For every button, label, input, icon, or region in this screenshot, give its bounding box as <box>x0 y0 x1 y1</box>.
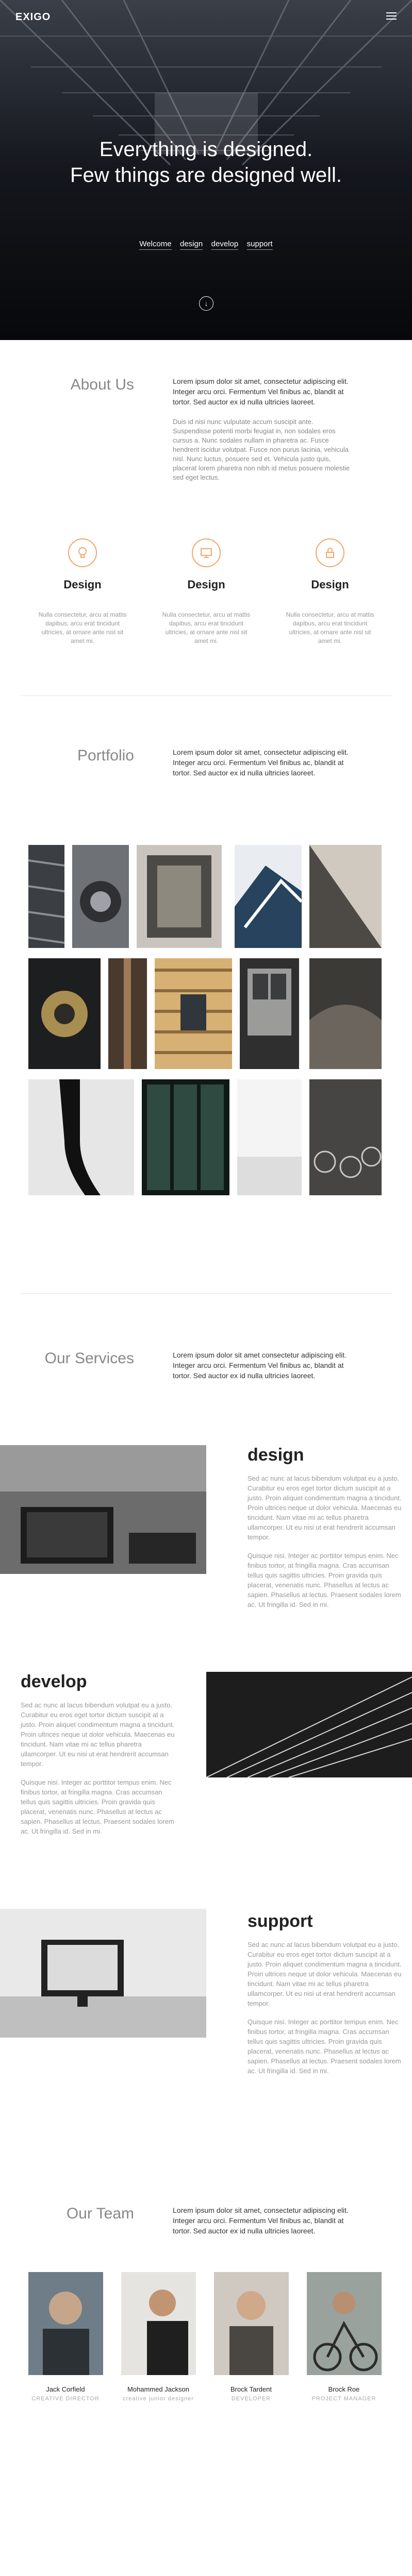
portfolio-item[interactable] <box>72 845 129 948</box>
service-support-image <box>0 1909 206 2038</box>
monitor-icon <box>192 538 221 567</box>
team-title: Our Team <box>66 2205 134 2222</box>
team-member-role: DEVELOPER <box>231 2396 271 2402</box>
service-support-title: support <box>248 1911 313 1931</box>
services-title: Our Services <box>44 1350 134 1367</box>
tag-design[interactable]: design <box>180 240 203 250</box>
team-member-name: Mohammed Jackson <box>127 2385 189 2393</box>
service-develop-image <box>206 1672 412 1777</box>
feature-3-text: Nulla consectetur, arcu at mattis dapibus, arcu erat tincidunt ultricies, at ornare ante nisl sit amet mi. <box>286 611 374 645</box>
hero-section <box>0 0 412 340</box>
menu-icon[interactable] <box>386 12 397 20</box>
team-section <box>0 2174 412 2576</box>
hero-headline-line-1: Everything is designed. <box>99 138 313 161</box>
about-section <box>0 340 412 701</box>
portfolio-item[interactable] <box>142 1079 229 1195</box>
portfolio-item[interactable] <box>28 845 64 948</box>
about-title: About Us <box>70 376 134 393</box>
top-navigation <box>0 0 412 31</box>
about-lead: Lorem ipsum dolor sit amet, consectetur adipiscing elit. Integer arcu orci. Fermentum Vel finibus ac, blandit at tortor. Sed auctor ex id nulla ultricies laoreet. <box>173 377 349 406</box>
service-design-text-2: Quisque nisi. Integer ac porttitor tempus enim. Nec finibus tortor, at fringilla magna. Cras accumsan tellus quis sagittis ultricies. Proin gravida quis placerat, venenatis nunc. Phasellus at lectus ac sapien. Phasellus at lectus. Praesent sodales lorem ac. Ut fringilla id. Sed in mi. <box>248 1552 401 1608</box>
team-member-photo <box>121 2272 196 2375</box>
hero-tag-links <box>0 240 412 250</box>
portfolio-item[interactable] <box>28 958 101 1069</box>
service-develop-text-2: Quisque nisi. Integer ac porttitor tempus enim. Nec finibus tortor, at fringilla magna. Cras accumsan tellus quis sagittis ultricies. Proin gravida quis placerat, venenatis nunc. Phasellus at lectus ac sapien. Phasellus at lectus. Praesent sodales lorem ac. Ut fringilla id. Sed in mi. <box>21 1778 174 1835</box>
team-member-role: creative junior designer <box>123 2396 194 2402</box>
team-member-photo <box>214 2272 289 2375</box>
feature-1-title: Design <box>63 578 102 591</box>
feature-3-title: Design <box>311 578 349 591</box>
team-lead: Lorem ipsum dolor sit amet, consectetur adipiscing elit. Integer arcu orci. Fermentum Vel finibus ac, blandit at tortor. Sed auctor ex id nulla ultricies laoreet. <box>173 2206 349 2235</box>
portfolio-section <box>0 701 412 1298</box>
service-support-text-1: Sed ac nunc at lacus bibendum volutpat eu a justo. Curabitur eu eros eget tortor dictum suscipit at a justo. Proin aliquet condimentum magna a tincidunt. Proin ultrices neque ut dolor vehicula. Maecenas eu tincidunt. Nam vitae mi ac tellus pharetra ullamcorper. Ut eu nisi ut erat hendrerit accumsan tempor. <box>248 1941 402 2007</box>
scroll-down-icon[interactable]: ↓ <box>199 296 213 311</box>
feature-2-title: Design <box>187 578 225 591</box>
portfolio-item[interactable] <box>309 1079 382 1195</box>
team-member-name: Brock Roe <box>328 2385 360 2393</box>
feature-1-text: Nulla consectetur, arcu at mattis dapibus, arcu erat tincidunt ultricies, at ornare ante nisl sit amet mi. <box>38 611 127 645</box>
portfolio-item[interactable] <box>309 958 382 1069</box>
portfolio-item[interactable] <box>155 958 232 1069</box>
portfolio-lead: Lorem ipsum dolor sit amet, consectetur adipiscing elit. Integer arcu orci. Fermentum Vel finibus ac, blandit at tortor. Sed auctor ex id nulla ultricies laoreet. <box>173 748 349 777</box>
tag-support[interactable]: support <box>247 240 273 250</box>
service-support-text-2: Quisque nisi. Integer ac porttitor tempus enim. Nec finibus tortor, at fringilla magna. Cras accumsan tellus quis sagittis ultricies. Proin gravida quis placerat, venenatis nunc. Phasellus at lectus ac sapien. Phasellus at lectus. Praesent sodales lorem ac. Ut fringilla id. Sed in mi. <box>248 2018 401 2075</box>
feature-2-text: Nulla consectetur, arcu at mattis dapibus, arcu erat tincidunt ultricies, at ornare ante nisl sit amet mi. <box>162 611 251 645</box>
site-logo[interactable]: EXIGO <box>15 11 51 23</box>
lightbulb-icon <box>68 538 97 567</box>
services-section <box>0 1298 412 2174</box>
service-design-image <box>0 1445 206 1574</box>
team-member-role: PROJECT MANAGER <box>311 2396 376 2402</box>
portfolio-title: Portfolio <box>77 747 134 764</box>
service-develop-text-1: Sed ac nunc at lacus bibendum volutpat eu a justo. Curabitur eu eros eget tortor dictum suscipit at a justo. Proin aliquet condimentum magna a tincidunt. Proin ultrices neque ut dolor vehicula. Maecenas eu tincidunt. Nam vitae mi ac tellus pharetra ullamcorper. Ut eu nisi ut erat hendrerit accumsan tempor. <box>21 1701 175 1768</box>
portfolio-item[interactable] <box>309 845 382 948</box>
section-divider <box>21 1293 391 1294</box>
lock-icon <box>316 538 344 567</box>
team-member-name: Jack Corfield <box>46 2385 85 2393</box>
tag-welcome[interactable]: Welcome <box>139 240 171 250</box>
tag-develop[interactable]: develop <box>211 240 239 250</box>
service-develop-title: develop <box>21 1672 87 1691</box>
team-member-role: CREATIVE DIRECTOR <box>31 2396 100 2402</box>
about-body: Duis id nisi nunc vulputate accum suscipit ante. Suspendisse potenti morbi feugiat in, non sodales eros cursus a. Nunc sodales nullam in pharetra ac. Fusce hendrerit iscidur volutpat. Fusce non purus lacinia, vehicula nisl. Nunc luctus, posuere sed et. Vehicula justo quis, placerat lorem pharetra non nibh id metus posuere molestie sed eget lectus. <box>173 418 350 481</box>
team-member-photo <box>307 2272 382 2375</box>
team-member-name: Brock Tardent <box>230 2385 272 2393</box>
services-lead: Lorem ipsum dolor sit amet consectetur adipiscing elit. Integer arcu orci. Fermentum Vel finibus ac, blandit at tortor. Sed auctor ex id nulla ultricies laoreet. <box>173 1351 347 1380</box>
portfolio-item[interactable] <box>237 1079 302 1195</box>
portfolio-item[interactable] <box>137 845 222 948</box>
hero-headline-line-2: Few things are designed well. <box>70 164 342 187</box>
portfolio-item[interactable] <box>240 958 299 1069</box>
portfolio-item[interactable] <box>108 958 147 1069</box>
team-member-photo <box>28 2272 103 2375</box>
service-design-text-1: Sed ac nunc at lacus bibendum volutpat eu a justo. Curabitur eu eros eget tortor dictum suscipit at a justo. Proin aliquet condimentum magna a tincidunt. Proin ultrices neque ut dolor vehicula. Maecenas eu tincidunt. Nam vitae mi ac tellus pharetra ullamcorper. Ut eu nisi ut erat hendrerit accumsan tempor. <box>248 1475 402 1541</box>
service-design-title: design <box>248 1445 304 1465</box>
portfolio-item[interactable] <box>28 1079 134 1195</box>
portfolio-item[interactable] <box>235 845 302 948</box>
